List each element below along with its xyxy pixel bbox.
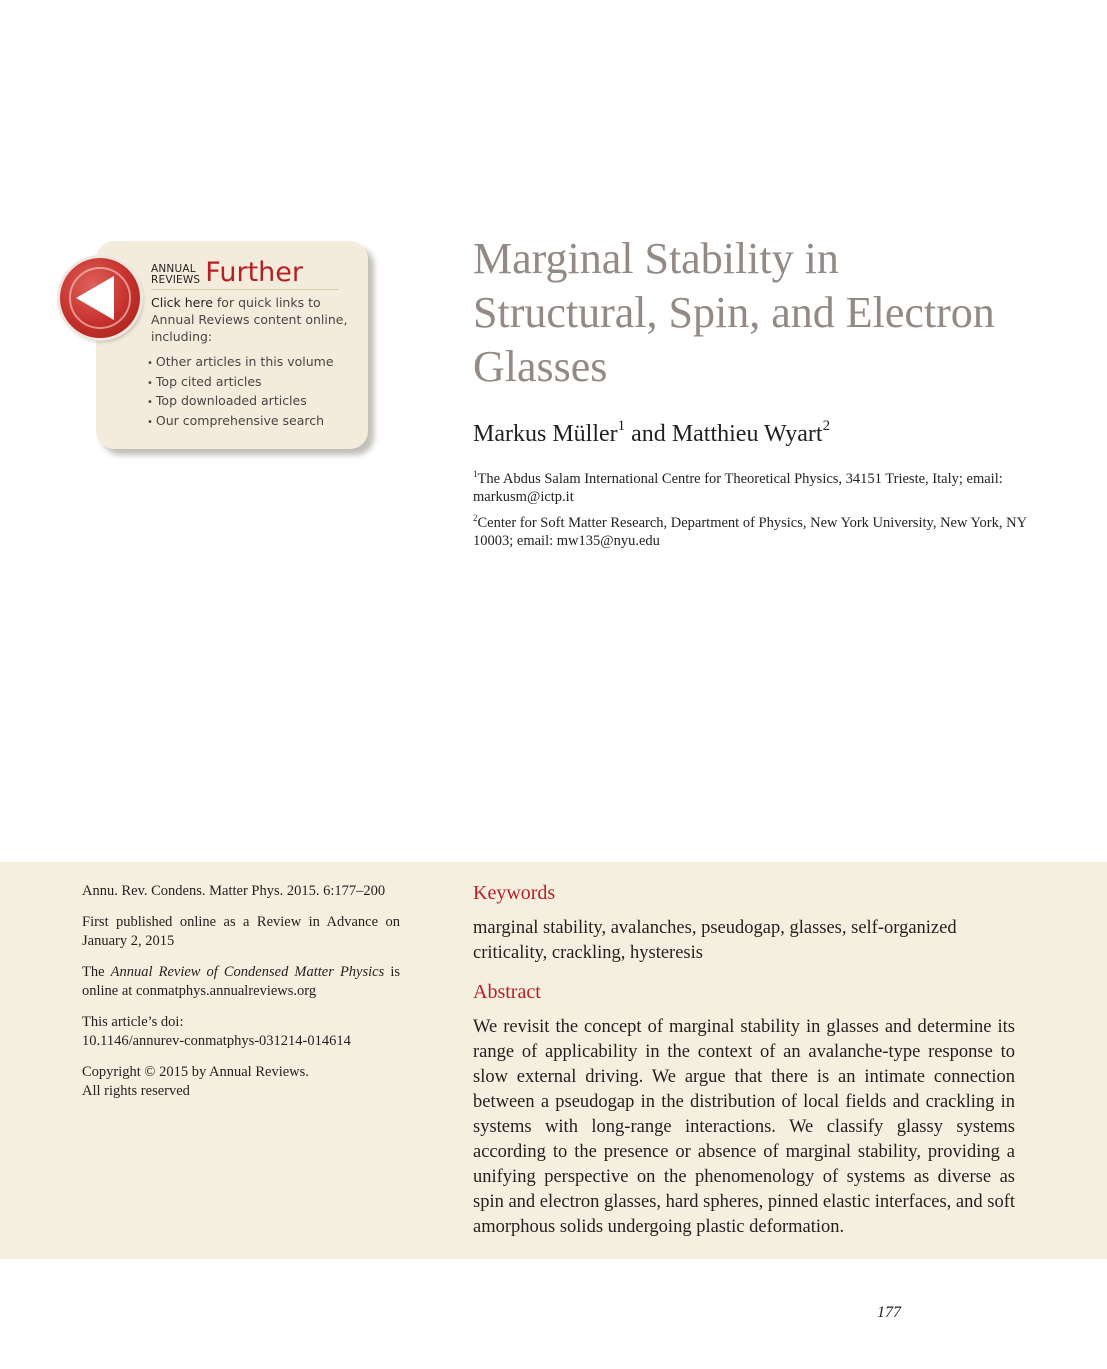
further-link-top-cited[interactable]: • Top cited articles [147,373,351,393]
author-2: Matthieu Wyart [671,421,823,447]
copyright: Copyright © 2015 by Annual Reviews. All rights reserved [82,1064,309,1099]
further-description: Click here for quick links to Annual Reviews content online, including: [151,295,348,344]
author-1: Markus Müller [473,421,618,447]
publication-info [82,882,400,1113]
back-arrow-icon[interactable] [60,258,140,338]
journal-info: The Annual Review of Condensed Matter Physics is online at conmatphys.annualreviews.org [82,964,400,999]
further-link-other-articles[interactable]: • Other articles in this volume [147,353,351,373]
annual-reviews-logo: ANNUAL REVIEWS [151,263,201,286]
page-number: 177 [877,1304,901,1321]
further-links-list [147,353,351,431]
abstract-heading: Abstract [473,981,541,1003]
doi[interactable]: 10.1146/annurev-conmatphys-031214-014614 [82,1033,351,1049]
affiliation-2: $^2$Center for Soft Matter Research, Department of Physics, New York University, New York, NY 10003; email: mw135@nyu.edu [473,513,1027,549]
further-logo-word: Further [205,257,303,288]
click-here-link[interactable]: Click here [151,295,213,310]
further-panel [151,257,351,431]
affiliation-1: $^1$The Abdus Salam International Centre for Theoretical Physics, 34151 Trieste, Italy; email: markusm@ictp.it [473,469,1003,505]
article-title: Marginal Stability in Structural, Spin, and Electron Glasses [473,234,995,391]
keywords-text: marginal stability, avalanches, pseudogap, glasses, self-organized criticality, crackling, hysteresis [473,918,957,963]
further-header [151,257,339,290]
authors: Markus Müller$^1$ and Matthieu Wyart$^2$ [473,418,831,447]
further-link-top-downloaded[interactable]: • Top downloaded articles [147,392,351,412]
citation: Annu. Rev. Condens. Matter Phys. 2015. 6:177–200 [82,883,386,899]
first-published: First published online as a Review in Advance on January 2, 2015 [82,914,400,949]
abstract-text: We revisit the concept of marginal stability in glasses and determine its range of applicability in the context of an avalanche-type response to slow external driving. We argue that there is an intimate connection between a pseudogap in the distribution of local fields and crackling in systems with long-range interactions. We classify glassy systems according to the presence or absence of marginal stability, providing a unifying perspective on the phenomenology of systems as diverse as spin and electron glasses, hard spheres, pinned elastic interfaces, and soft amorphous solids undergoing plastic deformation. [473,1017,1015,1237]
keywords-heading: Keywords [473,882,556,904]
further-link-search[interactable]: • Our comprehensive search [147,412,351,432]
doi-info: This article’s doi: 10.1146/annurev-conmatphys-031214-014614 [82,1014,351,1049]
